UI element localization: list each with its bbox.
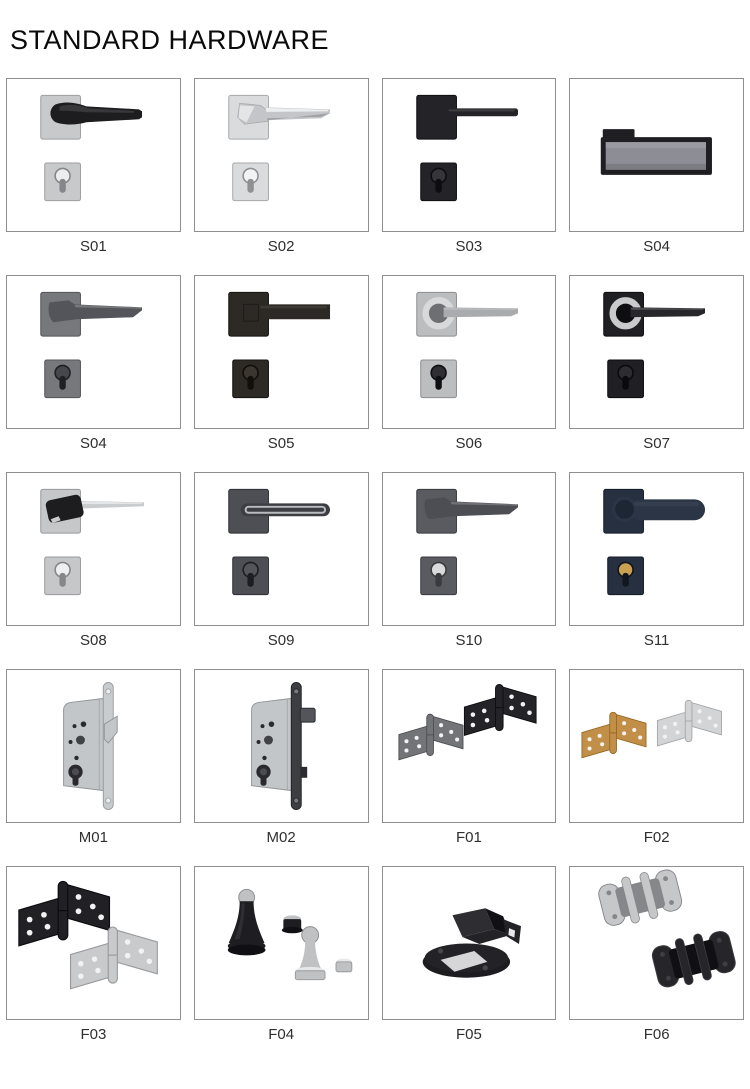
product-image-box xyxy=(194,78,369,232)
product-image-box xyxy=(6,472,181,626)
flag-hinges-gold-silver-illustration xyxy=(570,670,743,822)
product-code-label: S09 xyxy=(267,632,295,650)
product-code-label: S04 xyxy=(643,238,670,256)
product-cell-s10-10 xyxy=(382,472,557,650)
product-cell-f02-15 xyxy=(569,669,744,847)
product-code-label: S08 xyxy=(80,632,107,650)
product-code-label: F05 xyxy=(455,1026,482,1044)
lever-handle-black-silver-ring-illustration xyxy=(570,276,743,428)
product-image-box xyxy=(6,669,181,823)
product-image-box xyxy=(569,669,744,823)
product-image-box xyxy=(569,78,744,232)
flat-bar-handle-side-view-illustration xyxy=(570,79,743,231)
flag-hinges-gray-black-illustration xyxy=(383,670,556,822)
concealed-hinges-silver-black-illustration xyxy=(570,867,743,1019)
product-cell-s07-7 xyxy=(569,275,744,453)
product-cell-f04-17 xyxy=(194,866,369,1044)
product-image-box xyxy=(569,472,744,626)
product-image-box xyxy=(382,78,557,232)
lever-handle-gunmetal-illustration xyxy=(7,276,180,428)
product-code-label: S01 xyxy=(80,238,107,256)
product-code-label: S10 xyxy=(455,632,483,650)
product-code-label: F06 xyxy=(643,1026,670,1044)
product-code-label: F02 xyxy=(643,829,670,847)
lever-handle-black-on-silver-illustration xyxy=(7,79,180,231)
floor-magnetic-door-stop-black-illustration xyxy=(383,867,556,1019)
product-image-box xyxy=(382,669,557,823)
product-image-box xyxy=(6,275,181,429)
product-code-label: M02 xyxy=(266,829,296,847)
product-image-box xyxy=(6,78,181,232)
product-cell-s03-2 xyxy=(382,78,557,256)
product-cell-s02-1 xyxy=(194,78,369,256)
door-stops-and-magnetic-catches-illustration xyxy=(195,867,368,1019)
page-title: STANDARD HARDWARE xyxy=(10,25,330,55)
lever-handle-dark-bronze-square-illustration xyxy=(195,276,368,428)
product-cell-m02-13 xyxy=(194,669,369,847)
product-code-label: M01 xyxy=(78,829,108,847)
product-image-box xyxy=(194,866,369,1020)
lever-handle-navy-chunky-gold-cylinder-illustration xyxy=(570,473,743,625)
mortise-lock-latch-dark-faceplate-illustration xyxy=(195,670,368,822)
product-code-label: F04 xyxy=(268,1026,295,1044)
product-code-label: S11 xyxy=(643,632,670,650)
product-code-label: S03 xyxy=(455,238,483,256)
product-image-box xyxy=(194,472,369,626)
product-cell-s04-4 xyxy=(6,275,181,453)
product-image-box xyxy=(382,866,557,1020)
lever-handle-gunmetal-angular-illustration xyxy=(383,473,556,625)
product-cell-f05-18 xyxy=(382,866,557,1044)
product-cell-f01-14 xyxy=(382,669,557,847)
lever-handle-silver-leather-insert-illustration xyxy=(7,473,180,625)
product-cell-s11-11 xyxy=(569,472,744,650)
product-grid xyxy=(6,78,744,1063)
product-cell-m01-12 xyxy=(6,669,181,847)
product-image-box xyxy=(194,669,369,823)
product-code-label: S05 xyxy=(267,435,295,453)
product-code-label: S02 xyxy=(267,238,295,256)
lever-handle-chrome-illustration xyxy=(195,79,368,231)
product-code-label: S04 xyxy=(80,435,107,453)
product-image-box xyxy=(382,472,557,626)
product-image-box xyxy=(6,866,181,1020)
product-cell-s05-5 xyxy=(194,275,369,453)
product-cell-f06-19 xyxy=(569,866,744,1044)
product-cell-s04-3 xyxy=(569,78,744,256)
product-image-box xyxy=(569,866,744,1020)
lever-handle-black-illustration xyxy=(383,79,556,231)
product-cell-s09-9 xyxy=(194,472,369,650)
product-image-box xyxy=(382,275,557,429)
mortise-lock-hook-bolt-illustration xyxy=(7,670,180,822)
lever-handle-satin-ring-illustration xyxy=(383,276,556,428)
product-code-label: F03 xyxy=(80,1026,107,1044)
product-code-label: S07 xyxy=(643,435,670,453)
product-cell-s06-6 xyxy=(382,275,557,453)
flag-hinges-black-silver-large-illustration xyxy=(7,867,180,1019)
product-cell-f03-16 xyxy=(6,866,181,1044)
product-cell-s01-0 xyxy=(6,78,181,256)
product-code-label: F01 xyxy=(455,829,482,847)
product-image-box xyxy=(194,275,369,429)
product-code-label: S06 xyxy=(455,435,483,453)
product-image-box xyxy=(569,275,744,429)
lever-handle-gunmetal-silver-strip-illustration xyxy=(195,473,368,625)
product-cell-s08-8 xyxy=(6,472,181,650)
